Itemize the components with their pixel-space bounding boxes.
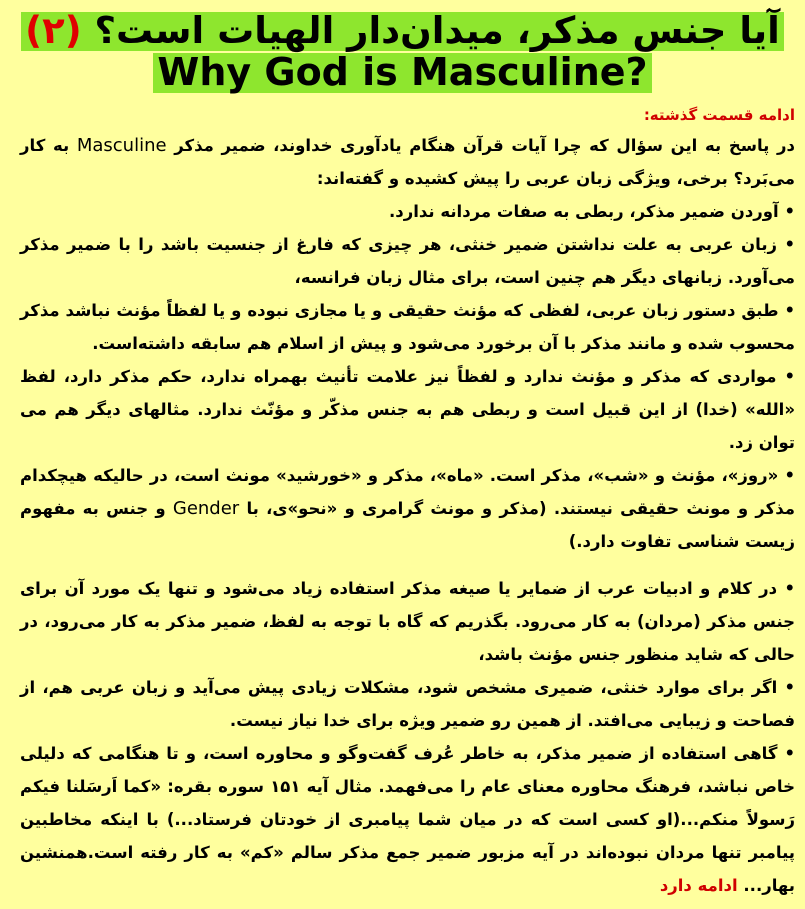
title-persian-text: آیا جنس مذکر، میدان‌دار الهیات است؟ (94, 9, 780, 52)
bullet-item: • طبق دستور زبان عربی، لفظی که مؤنث حقیقی و یا مجازی نبوده و یا لفظاً مؤنث نباشد مذکر محسوب شده و مانند مذکر با آن برخورد می‌شود و پیش از اسلام هم سابقه داشته‌است. (20, 300, 795, 353)
bullet-item: • آوردن ضمیر مذکر، ربطی به صفات مردانه ندارد. (388, 201, 795, 221)
bullet-item: • «روز»، مؤنث و «شب»، مذکر است. «ماه»، مذکر و «خورشید» مونث است، در حالیکه هیچکدام مذکر و مونث حقیقی نیستند. (مذکر و مونث گرامری و «نحو»ی، با Gender و جنس به مفهوم زیست شناسی تفاوت دارد.) (20, 465, 795, 551)
intro-text-before: در پاسخ به این سؤال که چرا آیات قرآن هنگام یادآوری خداوند، ضمیر مذکر (174, 135, 795, 155)
intro-text-after: به کار می‌بَرد؟ برخی، ویژگی زبان عربی را پیش کشیده و گفته‌اند: (20, 135, 795, 188)
continued-label: ادامه قسمت گذشته: (643, 105, 795, 124)
bullet-item: • گاهی استفاده از ضمیر مذکر، به خاطر عُرف گفت‌وگو و محاوره است، و تا هنگامی که دلیلی خاص نباشد، فرهنگ محاوره معنای عام را می‌فهمد. مثال آیه ۱۵۱ سوره بقره: «کما اَرسَلنا فیکم رَسولاً منکم...(او کسی است که در میان شما پیامبری از خودتان فرستاد...) با اینکه مخاطبین پیامبر تنها مردان نبوده‌اند در آیه مزبور ضمیر جمع مذکر سالم «کم» به کار رفته است.همنشین بهار... ادامه دارد (20, 743, 795, 895)
bullet-item: • مواردی که مذکر و مؤنث ندارد و لفظاً نیز علامت تأنیث بهمراه ندارد، حکم مذکر دارد، لفظ «الله» (خدا) از این قبیل است و ربطی هم به جنس مذکّر و مؤنّث ندارد. مثالهای دیگر هم می توان زد. (20, 366, 795, 452)
title-block (0, 0, 805, 93)
intro-paragraph (20, 129, 795, 195)
bullet-item: • در کلام و ادبیات عرب از ضمایر یا صیغه مذکر استفاده زیاد می‌شود و تنها یک مورد آن برای جنس مذکر (مردان) به کار می‌رود. بگذریم که گاه با توجه به لفظ، ضمیر مذکر به کار می‌رود، در حالی که شاید منظور جنس مؤنث باشد، (20, 578, 795, 664)
article-body (0, 93, 805, 902)
bullet-item: • اگر برای موارد خنثی، ضمیری مشخص شود، مشکلات زیادی پیش می‌آید و زبان عربی هم، از فصاحت و زیبایی می‌افتد. از همین رو ضمیر ویژه برای خدا نیاز نیست. (20, 677, 795, 730)
intro-latin-term: Masculine (76, 134, 167, 156)
title-english: Why God is Masculine? (153, 53, 651, 93)
part-number: (۲) (25, 9, 82, 52)
to-be-continued: ادامه دارد (659, 875, 738, 895)
title-persian (21, 9, 784, 52)
bullet-item: • زبان عربی به علت نداشتن ضمیر خنثی، هر چیزی که فارغ از جنسیت باشد را با ضمیر مذکر می‌آورد. زبانهای دیگر هم چنین است، برای مثال زبان فرانسه، (20, 234, 796, 287)
gender-latin-term: Gender (172, 497, 240, 519)
